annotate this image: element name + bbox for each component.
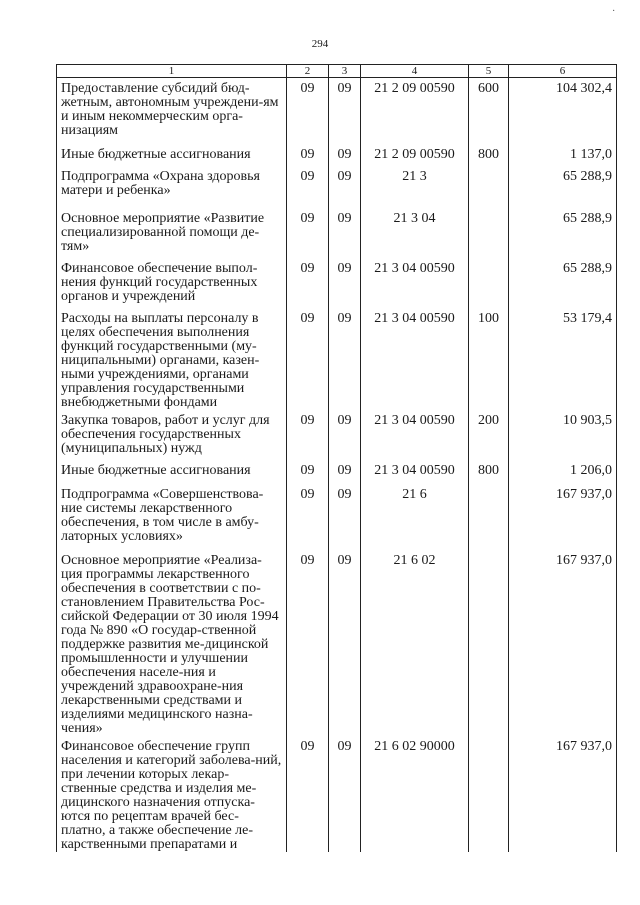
subsection-cell: 09 — [329, 144, 361, 166]
table-row — [57, 460, 617, 484]
amount-cell: 65 288,9 — [509, 258, 617, 308]
target-article-cell: 21 6 02 90000 — [361, 736, 469, 852]
row-name-cell: Подпрограмма «Совершенствова-ние системы лекарственного обеспечения, в том числе в амбу-латорных условиях» — [57, 484, 287, 550]
row-name-cell: Финансовое обеспечение групп населения и категорий заболева-ний, при лечении которых лекар-ственные средства и изделия ме-дицинского назначения отпуска-ются по рецептам врачей бес-платно, а также обеспечение ле-карственными препаратами и — [57, 736, 287, 852]
table-row — [57, 550, 617, 736]
row-name-cell: Предоставление субсидий бюд-жетным, автономным учреждени-ям и иным некоммерческим орга-низациям — [57, 78, 287, 144]
row-name-cell: Основное мероприятие «Развитие специализированной помощи де-тям» — [57, 208, 287, 258]
expense-type-cell: 200 — [469, 410, 509, 460]
subsection-cell: 09 — [329, 308, 361, 410]
section-cell: 09 — [287, 308, 329, 410]
subsection-cell: 09 — [329, 166, 361, 208]
amount-cell: 1 137,0 — [509, 144, 617, 166]
column-header: 4 — [361, 65, 469, 78]
table-row — [57, 78, 617, 144]
row-name-cell: Расходы на выплаты персоналу в целях обеспечения выполнения функций государственными (му-ниципальными) органами, казен-ными учреждениями, органами управления государственными внебюджетными фондами — [57, 308, 287, 410]
amount-cell: 104 302,4 — [509, 78, 617, 144]
column-header: 1 — [57, 65, 287, 78]
column-header: 5 — [469, 65, 509, 78]
table-row — [57, 410, 617, 460]
table-row — [57, 484, 617, 550]
row-name-cell: Иные бюджетные ассигнования — [57, 460, 287, 484]
target-article-cell: 21 6 — [361, 484, 469, 550]
target-article-cell: 21 3 04 00590 — [361, 258, 469, 308]
expense-type-cell: 100 — [469, 308, 509, 410]
target-article-cell: 21 3 04 00590 — [361, 308, 469, 410]
budget-table-container — [56, 64, 616, 852]
target-article-cell: 21 3 04 — [361, 208, 469, 258]
target-article-cell: 21 3 04 00590 — [361, 410, 469, 460]
expense-type-cell: 600 — [469, 78, 509, 144]
amount-cell: 167 937,0 — [509, 484, 617, 550]
row-name-cell: Основное мероприятие «Реализа-ция программы лекарственного обеспечения в соответствии с по-становлением Правительства Рос-сийской Федерации от 30 июля 1994 года № 890 «О государ-ственной поддержке развития ме-дицинской промышленности и улучшении обеспечения населе-ния и учреждений здравоохране-ния лекарственными средствами и изделиями медицинского назна-чения» — [57, 550, 287, 736]
column-header: 6 — [509, 65, 617, 78]
section-cell: 09 — [287, 736, 329, 852]
subsection-cell: 09 — [329, 550, 361, 736]
subsection-cell: 09 — [329, 78, 361, 144]
amount-cell: 10 903,5 — [509, 410, 617, 460]
amount-cell: 65 288,9 — [509, 166, 617, 208]
amount-cell: 53 179,4 — [509, 308, 617, 410]
table-row — [57, 258, 617, 308]
amount-cell: 167 937,0 — [509, 550, 617, 736]
target-article-cell: 21 2 09 00590 — [361, 78, 469, 144]
section-cell: 09 — [287, 484, 329, 550]
expense-type-cell: 800 — [469, 144, 509, 166]
section-cell: 09 — [287, 78, 329, 144]
row-name-cell: Иные бюджетные ассигнования — [57, 144, 287, 166]
expense-type-cell — [469, 550, 509, 736]
expense-type-cell — [469, 258, 509, 308]
target-article-cell: 21 2 09 00590 — [361, 144, 469, 166]
row-name-cell: Подпрограмма «Охрана здоровья матери и ребенка» — [57, 166, 287, 208]
amount-cell: 65 288,9 — [509, 208, 617, 258]
table-row — [57, 144, 617, 166]
section-cell: 09 — [287, 258, 329, 308]
column-header: 3 — [329, 65, 361, 78]
column-header: 2 — [287, 65, 329, 78]
subsection-cell: 09 — [329, 460, 361, 484]
section-cell: 09 — [287, 460, 329, 484]
amount-cell: 1 206,0 — [509, 460, 617, 484]
page-number: 294 — [311, 38, 329, 50]
row-name-cell: Закупка товаров, работ и услуг для обеспечения государственных (муниципальных) нужд — [57, 410, 287, 460]
expense-type-cell — [469, 484, 509, 550]
subsection-cell: 09 — [329, 208, 361, 258]
column-header-row — [57, 65, 617, 78]
budget-table — [56, 64, 617, 852]
amount-cell: 167 937,0 — [509, 736, 617, 852]
target-article-cell: 21 3 — [361, 166, 469, 208]
expense-type-cell — [469, 166, 509, 208]
section-cell: 09 — [287, 144, 329, 166]
target-article-cell: 21 3 04 00590 — [361, 460, 469, 484]
section-cell: 09 — [287, 550, 329, 736]
subsection-cell: 09 — [329, 258, 361, 308]
table-row — [57, 736, 617, 852]
subsection-cell: 09 — [329, 736, 361, 852]
table-row — [57, 208, 617, 258]
table-row — [57, 166, 617, 208]
subsection-cell: 09 — [329, 484, 361, 550]
target-article-cell: 21 6 02 — [361, 550, 469, 736]
table-row — [57, 308, 617, 410]
expense-type-cell — [469, 736, 509, 852]
section-cell: 09 — [287, 208, 329, 258]
section-cell: 09 — [287, 166, 329, 208]
row-name-cell: Финансовое обеспечение выпол-нения функций государственных органов и учреждений — [57, 258, 287, 308]
expense-type-cell: 800 — [469, 460, 509, 484]
scan-mark: · — [612, 6, 616, 17]
subsection-cell: 09 — [329, 410, 361, 460]
section-cell: 09 — [287, 410, 329, 460]
expense-type-cell — [469, 208, 509, 258]
